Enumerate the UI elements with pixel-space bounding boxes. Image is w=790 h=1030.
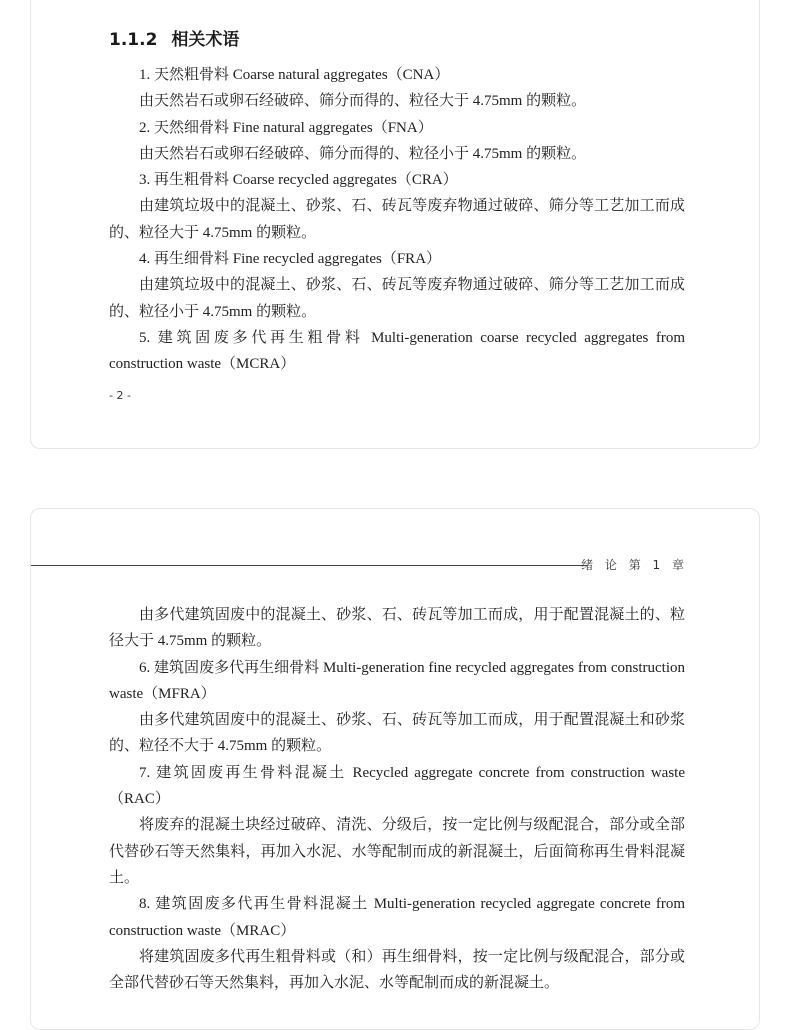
section-number: 1.1.2 (109, 30, 158, 50)
running-header: 绪 论 第 1 章 (581, 558, 685, 572)
document-page-3 (30, 508, 760, 1030)
document-page-2 (30, 0, 760, 449)
paragraph: 由天然岩石或卵石经破碎、筛分而得的、粒径大于 4.75mm 的颗粒。 (139, 93, 587, 110)
paragraph: 将废弃的混凝土块经过破碎、清洗、分级后，按一定比例与级配混合，部分或全部代替砂石等天然集料，再加入水泥、水等配制而成的新混凝土，后面简称再生骨料混凝土。 (109, 817, 685, 886)
page-body (109, 62, 685, 378)
paragraph: 由建筑垃圾中的混凝土、砂浆、石、砖瓦等废弃物通过破碎、筛分等工艺加工而成的、粒径小于 4.75mm 的颗粒。 (109, 277, 685, 320)
page-body (109, 602, 685, 996)
section-heading (109, 25, 239, 50)
paragraph: 5. 建筑固废多代再生粗骨料 Multi-generation coarse recycled aggregates from construction waste（MCRA） (109, 329, 685, 373)
header-rule (31, 565, 587, 566)
paragraph: 由多代建筑固废中的混凝土、砂浆、石、砖瓦等加工而成，用于配置混凝土和砂浆的、粒径不大于 4.75mm 的颗粒。 (109, 712, 685, 755)
section-title: 相关术语 (171, 30, 240, 50)
paragraph: 1. 天然粗骨料 Coarse natural aggregates（CNA） (139, 67, 450, 83)
paragraph: 6. 建筑固废多代再生细骨料 Multi-generation fine recycled aggregates from construction waste（MFRA） (109, 659, 685, 702)
paragraph: 4. 再生细骨料 Fine recycled aggregates（FRA） (139, 251, 442, 268)
paragraph: 3. 再生粗骨料 Coarse recycled aggregates（CRA） (139, 172, 458, 189)
paragraph: 将建筑固废多代再生粗骨料或（和）再生细骨料，按一定比例与级配混合，部分或全部代替砂石等天然集料，再加入水泥、水等配制而成的新混凝土。 (109, 948, 685, 992)
page-number: - 2 - (109, 389, 131, 402)
paragraph: 8. 建筑固废多代再生骨料混凝土 Multi-generation recycled aggregate concrete from construction waste（MRAC） (109, 896, 685, 939)
paragraph: 7. 建筑固废再生骨料混凝土 Recycled aggregate concrete from construction waste（RAC） (109, 764, 685, 808)
paragraph: 2. 天然细骨料 Fine natural aggregates（FNA） (139, 119, 433, 136)
paragraph: 由多代建筑固废中的混凝土、砂浆、石、砖瓦等加工而成，用于配置混凝土的、粒径大于 4.75mm 的颗粒。 (109, 607, 685, 650)
paragraph: 由建筑垃圾中的混凝土、砂浆、石、砖瓦等废弃物通过破碎、筛分等工艺加工而成的、粒径大于 4.75mm 的颗粒。 (109, 198, 685, 241)
paragraph: 由天然岩石或卵石经破碎、筛分而得的、粒径小于 4.75mm 的颗粒。 (139, 145, 587, 162)
